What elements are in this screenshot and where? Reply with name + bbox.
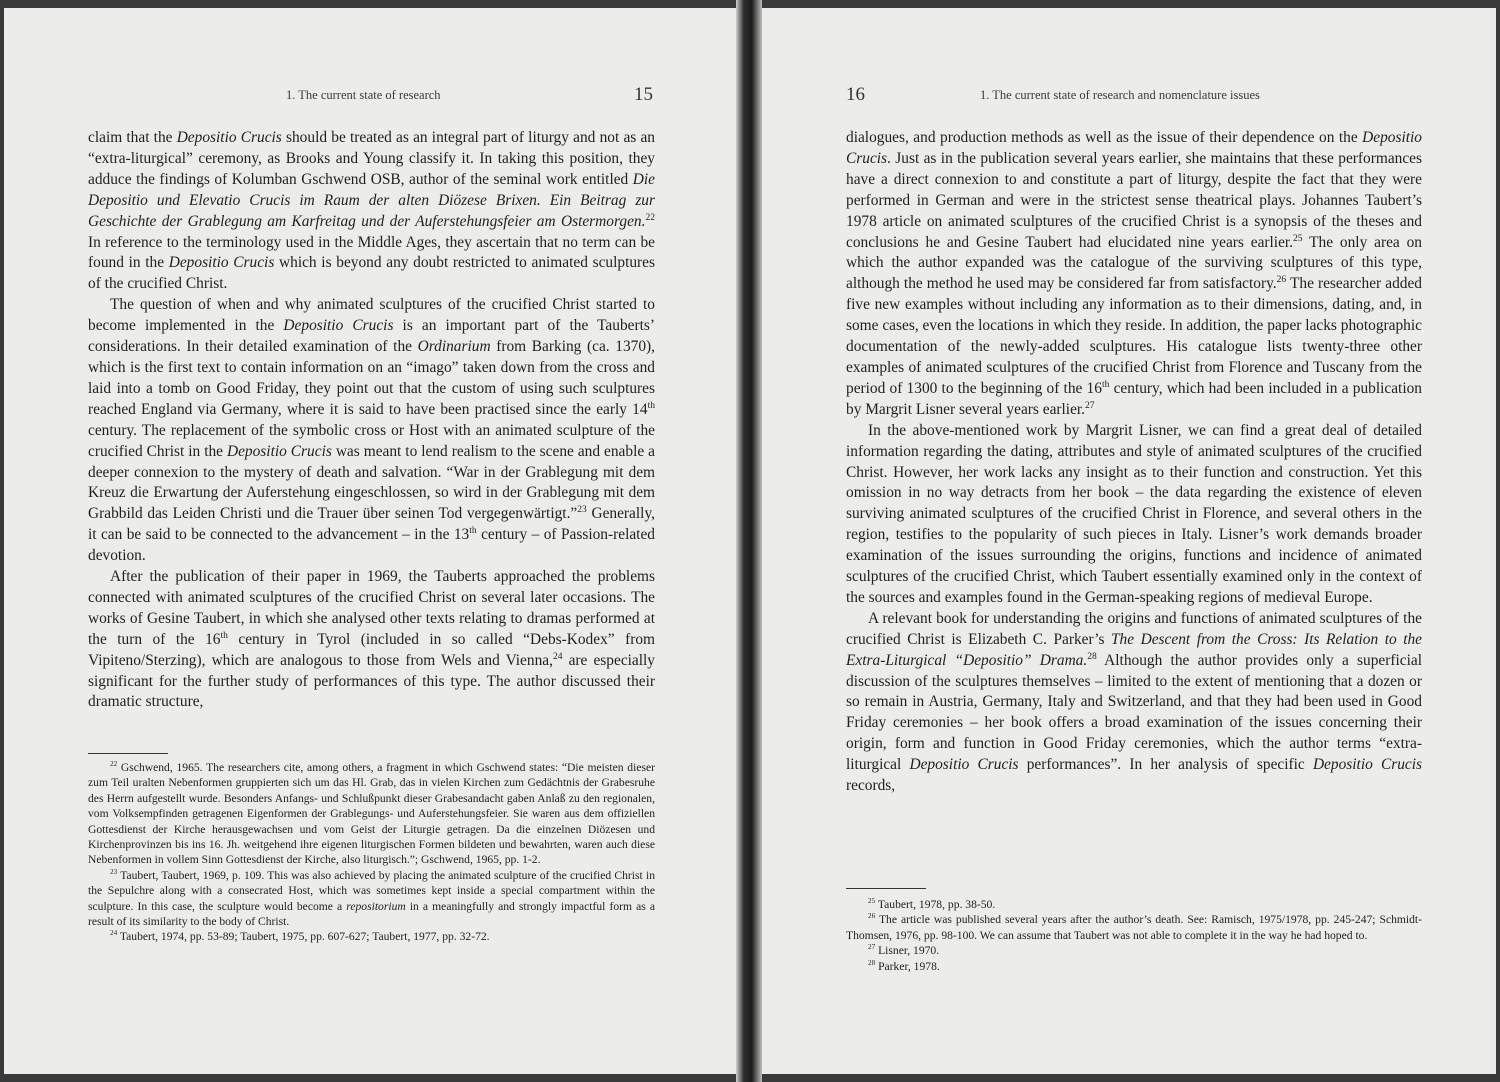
italic-text: Ordinarium <box>417 338 491 356</box>
right-page <box>762 8 1496 1074</box>
text-run: in a meaningfully and strongly impactful form as a result of its similarity to the body of Christ. <box>88 899 655 929</box>
running-head: 1. The current state of research and nomenclature issues <box>980 88 1260 102</box>
text-run: are especially significant for the further study of performances of this type. The author discussed their dramatic structure, <box>88 651 655 711</box>
text-run: records, <box>846 777 896 795</box>
italic-text: Depositio Crucis <box>846 129 1422 167</box>
reference-superscript: 24 <box>110 929 118 938</box>
reference-superscript: 22 <box>645 211 655 223</box>
footnote <box>846 912 1422 943</box>
text-run: Taubert, Taubert, 1969, p. 109. This was also achieved by placing the animated sculpture of the crucified Christ in the Sepulchre along with a consecrated Host, which was sometimes kept inside a special compartment within the sculpture. In this case, the sculpture would become a <box>88 868 655 913</box>
footnote-rule <box>88 753 168 754</box>
reference-superscript: 28 <box>868 958 876 967</box>
body-text <box>88 128 655 713</box>
text-run: century in Tyrol (included in so called “Debs-Kodex” from Vipiteno/Sterzing), which are analogous to those from Wels and Vienna, <box>88 630 655 669</box>
text-run: In reference to the terminology used in the Middle Ages, they ascertain that no term can be found in the <box>88 233 655 272</box>
text-run: is an important part of the Tauberts’ considerations. In their detailed examination of the <box>88 317 656 356</box>
paragraph <box>88 567 655 713</box>
text-run: Taubert, 1978, pp. 38-50. <box>875 898 996 911</box>
page-number: 15 <box>634 84 653 105</box>
footnote-rule <box>846 888 926 889</box>
text-run: The researcher added five new examples without including any information as to their dimensions, dating, and, in some cases, even the locations in which they reside. In addition, the paper lacks photographic documentation of the newly-added sculptures. His catalogue lists twenty-three other examples of animated sculptures of the crucified Christ from Florence and Tuscany from the period of 1300 to the beginning of the 16 <box>846 275 1422 397</box>
text-run: Gschwend, 1965. The researchers cite, among others, a fragment in which Gschwend states: “Die meisten dieser zum Teil uralten Nebenformen gruppierten sich um das Hl. Grab, das in vielen Kirchen zum Gedächtnis der Grabesruhe des Herrn aufgestellt wurde. Besonders Anfangs- und Schlußpunkt dieser Grabesandacht gaben Anlaß zu den regionalen, vom Volksempfinden getragenen Eigenformen der Grablegungs- und Auferstehungsfeier. Sie waren aus dem offiziellen Gottesdienst der Kirche herausgewachsen und vom Geist der Liturgie getragen. Da die einzelnen Diözesen und Kirchenprovinzen bis ins 16. Jh. weitgehend ihre eigenen liturgischen Formen bildeten und bewahrten, waren auch diese Nebenformen in vollem Sinn Gottesdienst der Kirche, also liturgisch.”; Gschwend, 1965, pp. 1-2. <box>88 761 655 867</box>
text-run: The only area on which the author expanded was the catalogue of the surviving sculptures of this type, although the method he used may be considered far from satisfactory. <box>846 233 1422 293</box>
reference-superscript: 27 <box>868 943 876 952</box>
text-run: . Just as in the publication several years earlier, she maintains that these performances have a direct connexion to and constitute a part of liturgy, despite the fact that they were performed in German and were in the strictest sense theatrical plays. Johannes Taubert’s 1978 article on animated sculptures of the crucified Christ is a synopsis of the theses and conclusions he and Gesine Taubert had elucidated nine years earlier. <box>846 149 1422 251</box>
text-run: dialogues, and production methods as well as the issue of their dependence on the <box>846 129 1363 146</box>
reference-superscript: 25 <box>868 897 876 906</box>
text-run: After the publication of their paper in 1969, the Tauberts approached the problems connected with animated sculptures of the crucified Christ on several later occasions. The works of Gesine Taubert, in which she analysed other texts relating to dramas performed at the turn of the 16 <box>88 568 655 648</box>
footnotes <box>88 760 655 945</box>
reference-superscript: 25 <box>1293 232 1303 244</box>
paragraph <box>88 128 655 295</box>
body-text <box>846 128 1422 797</box>
text-run: was meant to lend realism to the scene and enable a deeper connexion to the mystery of death and salvation. “War in der Grablegung mit dem Kreuz die Erwartung der Auferstehung eingeschlossen, so wird in der Grablegung mit dem Grabbild das Leiden Christi und die Trauer über seinen Tod vergegenwärtigt.” <box>88 442 655 523</box>
italic-text: Depositio Crucis <box>226 442 332 460</box>
reference-superscript: 26 <box>868 912 876 921</box>
reference-superscript: 27 <box>1085 399 1095 411</box>
reference-superscript: 26 <box>1276 274 1287 286</box>
reference-superscript: 23 <box>110 867 118 876</box>
footnote <box>88 760 655 868</box>
reference-superscript: 24 <box>552 650 563 662</box>
reference-superscript: 28 <box>1087 650 1097 662</box>
footnotes <box>846 897 1422 974</box>
text-run: Taubert, 1974, pp. 53-89; Taubert, 1975, pp. 607-627; Taubert, 1977, pp. 32-72. <box>117 930 490 944</box>
italic-text: Depositio Crucis <box>168 254 275 272</box>
reference-superscript: th <box>220 629 228 641</box>
footnote <box>846 897 1422 912</box>
text-run: In the above-mentioned work by Margrit Lisner, we can find a great deal of detailed information regarding the dating, attributes and style of animated sculptures of the crucified Christ. However, her work lacks any insight as to their function and construction. Yet this omission in no way detracts from her book – the data regarding the existence of eleven surviving animated sculptures of the crucified Christ in Florence, and several others in the region, testifies to the popularity of such pieces in Italy. Lisner’s work demands broader examination of the issues surrounding the origins, functions and incidence of animated sculptures of the crucified Christ, which Taubert essentially examined only in the context of the sources and examples found in the German-speaking regions of medieval Europe. <box>846 421 1422 606</box>
reference-superscript: 22 <box>110 760 118 769</box>
italic-text: Depositio Crucis <box>283 317 394 335</box>
text-run: performances”. In her analysis of specific <box>1018 756 1313 774</box>
text-run: The question of when and why animated sculptures of the crucified Christ started to become implemented in the <box>88 296 655 335</box>
italic-text: The Descent from the Cross: Its Relation to the Extra-Liturgical “Depositio” Drama. <box>846 630 1422 669</box>
italic-text: Die Depositio und Elevatio Crucis im Raum der alten Diözese Brixen. Ein Beitrag zur Geschichte der Grablegung am Karfreitag und der Auferstehungsfeier am Ostermorgen. <box>88 170 655 230</box>
paragraph <box>846 609 1422 797</box>
left-page <box>4 8 736 1074</box>
text-run: should be treated as an integral part of liturgy and not as an “extra-liturgical” ceremony, as Brooks and Young classify it. In taking this position, they adduce the findings of Kolumban Gschwend OSB, author of the seminal work entitled <box>88 129 655 188</box>
text-run: century – of Passion-related devotion. <box>88 526 655 565</box>
italic-text: repositorium <box>346 899 406 913</box>
paragraph <box>846 421 1422 609</box>
text-run: Although the author provides only a superficial discussion of the sculptures themselves – limited to the extent of mentioning that a dozen or so remain in Austria, Germany, Italy and Switzerland, and that they had been used in Good Friday ceremonies – her book offers a broad examination of the issues concerning their origin, form and function in Good Friday ceremonies, which the author terms “extra-liturgical <box>846 651 1423 774</box>
reference-superscript: th <box>1101 378 1110 390</box>
running-head: 1. The current state of research <box>286 88 441 102</box>
paragraph <box>846 128 1422 421</box>
text-run: claim that the <box>88 129 177 146</box>
footnote <box>846 959 1422 974</box>
text-run: Parker, 1978. <box>875 959 940 973</box>
text-run: century. The replacement of the symbolic cross or Host with an animated sculpture of the crucified Christ in the <box>88 421 655 460</box>
text-run: Generally, it can be said to be connected to the advancement – in the 13 <box>88 505 655 544</box>
reference-superscript: 23 <box>577 504 587 516</box>
text-run: century, which had been included in a publication by Margrit Lisner several years earlier. <box>846 379 1422 418</box>
reference-superscript: th <box>469 525 477 537</box>
italic-text: Depositio Crucis <box>176 129 282 146</box>
paragraph <box>88 295 655 567</box>
text-run: Lisner, 1970. <box>875 944 940 958</box>
page-number: 16 <box>846 84 865 105</box>
footnote <box>88 868 655 930</box>
book-gutter <box>736 0 762 1082</box>
text-run: The article was published several years after the author’s death. See: Ramisch, 1975/1978, pp. 245-247; Schmidt-Thomsen, 1976, pp. 98-100. We can assume that Taubert was not able to complete it in the way he had hoped to. <box>846 913 1422 942</box>
text-run: A relevant book for understanding the origins and functions of animated sculptures of the crucified Christ is Elizabeth C. Parker’s <box>846 609 1422 648</box>
footnote <box>88 929 655 944</box>
footnote <box>846 943 1422 958</box>
text-run: which is beyond any doubt restricted to animated sculptures of the crucified Christ. <box>88 254 655 293</box>
reference-superscript: th <box>647 399 655 411</box>
italic-text: Depositio Crucis <box>1312 756 1423 774</box>
text-run: from Barking (ca. 1370), which is the first text to contain information on an “imago” taken down from the cross and laid into a tomb on Good Friday, they point out that the custom of using such sculptures reached England via Germany, where it is said to have been practised since the early 14 <box>88 338 656 418</box>
italic-text: Depositio Crucis <box>909 756 1019 774</box>
